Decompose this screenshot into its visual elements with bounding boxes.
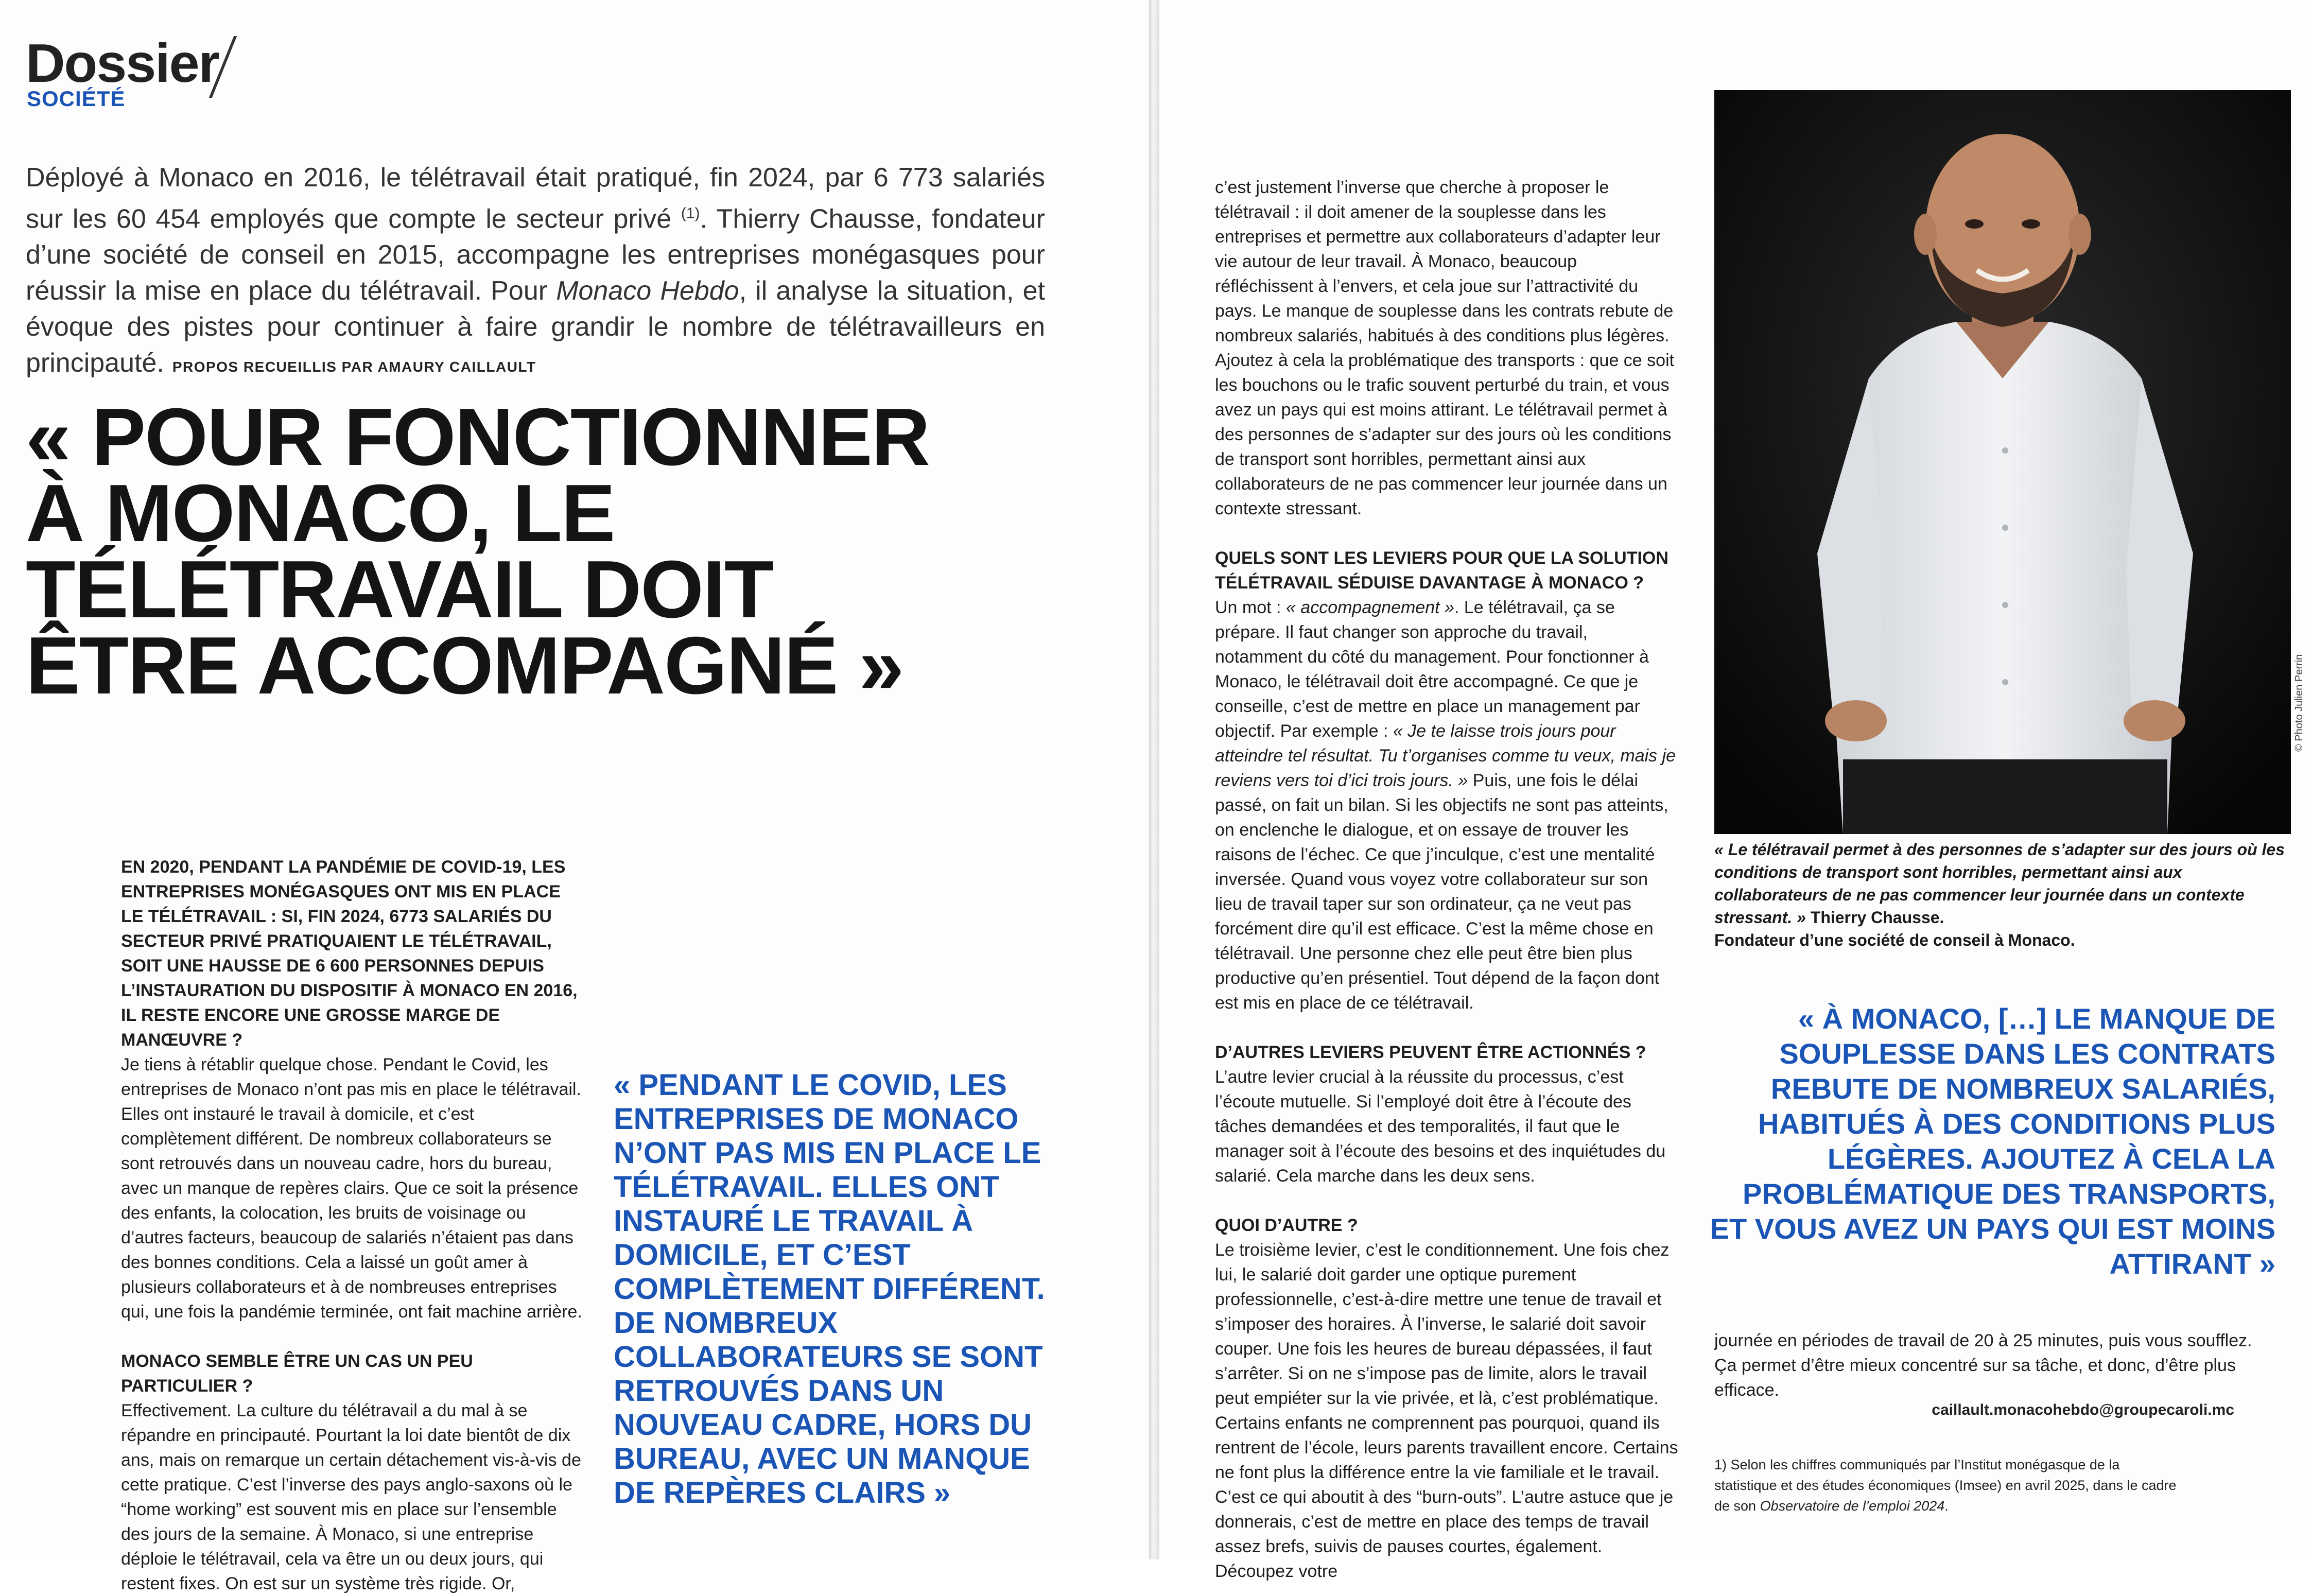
intro-text-2: . Thierry Chausse, fondateur d’une société de conseil en 2015, accompagne les entreprises monégasques pour réussir la mise en place du télétravail. Pour	[26, 204, 1045, 306]
answer-2: Effectivement. La culture du télétravail a du mal à se répandre en principauté. Pourtant la loi date bientôt de dix ans, mais on remarque un certain détachement vis-à-vis de cette pratique. C’est l’inverse des pays anglo-saxons où le “home working” est souvent mis en place sur l’ensemble des jours de la semaine. À Monaco, si une entreprise déploie le télétravail, cela va être un ou deux jours, qui restent fixes. On est sur un système très rigide. Or,	[121, 1401, 581, 1593]
headline-line-4: ÊTRE ACCOMPAGNÉ »	[26, 620, 903, 711]
question-3: QUELS SONT LES LEVIERS POUR QUE LA SOLUTION TÉLÉTRAVAIL SÉDUISE DAVANTAGE À MONACO ?	[1215, 548, 1668, 593]
publication-name: Monaco Hebdo	[556, 276, 739, 306]
answer-3-part-1: Un mot :	[1215, 598, 1286, 617]
column-1	[121, 855, 584, 1596]
caption-quote: « Le télétravail permet à des personnes de s’adapter sur des jours où les conditions de transport sont horribles, permettant ainsi aux collaborateurs de ne pas commencer leur journée dans un contexte stressant. »	[1714, 840, 2285, 927]
intro-text-1: Déployé à Monaco en 2016, le télétravail était pratiqué, fin 2024, par 6 773 salariés sur les 60 454 employés que compte le secteur privé	[26, 163, 1045, 234]
answer-3-part-3: Puis, une fois le délai passé, on fait un bilan. Si les objectifs ne sont pas atteints, on enclenche le dialogue, et on essaye de trouver les raisons de l’échec. Ce que j’inculque, c’est une mentalité inversée. Quand vous voyez votre collaborateur sur son lieu de travail taper sur son ordinateur, ça ne veut pas forcément dire qu’il est efficace. C’est la même chose en télétravail. Une personne chez elle peut être bien plus productive qu’en présentiel. Tout dépend de la façon dont est mis en place de ce télétravail.	[1215, 771, 1668, 1013]
footnote-emphasis: Observatoire de l’emploi 2024	[1760, 1498, 1945, 1514]
portrait-photo	[1714, 90, 2291, 834]
pull-quote-right: « À MONACO, […] LE MANQUE DE SOUPLESSE DANS LES CONTRATS REBUTE DE NOMBREUX SALARIÉS, HABITUÉS À DES CONDITIONS PLUS LÉGÈRES. AJOUTEZ À CELA LA PROBLÉMATIQUE DES TRANSPORTS, ET VOUS AVEZ UN PAYS QUI EST MOINS ATTIRANT »	[1710, 1002, 2275, 1280]
page-gutter	[1149, 0, 1159, 1559]
caption-role: Fondateur d’une société de conseil à Monaco.	[1714, 931, 2075, 949]
caption-name: Thierry Chausse.	[1805, 908, 1944, 927]
answer-3	[1215, 595, 1678, 1015]
answer-5-continued: journée en périodes de travail de 20 à 25 minutes, puis vous soufflez. Ça permet d’être mieux concentré sur sa tâche, et donc, d’être plus efficace.	[1714, 1331, 2252, 1400]
answer-2-continued: c’est justement l’inverse que cherche à proposer le télétravail : il doit amener de la souplesse dans les entreprises et permettre aux collaborateurs d’adapter leur vie autour de leur travail. À Monaco, beaucoup réfléchissent à l’envers, et cela joue sur l’attractivité du pays. Le manque de souplesse dans les contrats rebute de nombreux salariés, habitués à des conditions plus légères. Ajoutez à cela la problématique des transports : que ce soit les bouchons ou le trafic souvent perturbé du train, et vous avez un pays qui est moins attirant. Le télétravail permet à des personnes de s’adapter sur des jours où les conditions de transport sont horribles, permettant ainsi aux collaborateurs de ne pas commencer leur journée dans un contexte stressant.	[1215, 178, 1675, 518]
author-email: caillault.monacohebdo@groupecaroli.mc	[1932, 1401, 2234, 1418]
headline-line-2: À MONACO, LE	[26, 468, 615, 559]
answer-1: Je tiens à rétablir quelque chose. Pendant le Covid, les entreprises de Monaco n’ont pas mis en place le télétravail. Elles ont instauré le travail à domicile, et c’est complètement différent. De nombreux collaborateurs se sont retrouvés dans un nouveau cadre, hors du bureau, avec un manque de repères clairs. Que ce soit la présence des enfants, la colocation, les bruits de voisinage ou d’autres facteurs, beaucoup de salariés n’étaient pas dans des bonnes conditions. Cela a laissé un goût amer à plusieurs collaborateurs et à de nombreuses entreprises qui, une fois la pandémie terminée, ont fait machine arrière.	[121, 1055, 582, 1322]
intro-text-3: , il analyse la situation, et évoque des pistes pour continuer à faire grandir le nombre de télétravailleurs en principauté.	[26, 276, 1045, 378]
intro-paragraph	[26, 160, 1045, 385]
column-3	[1215, 175, 1678, 1584]
author-credit: PROPOS RECUEILLIS PAR AMAURY CAILLAULT	[172, 359, 536, 375]
section-title: Dossier	[26, 33, 219, 94]
photo-credit: © Photo Julien Perrin	[2293, 654, 2305, 752]
question-2: MONACO SEMBLE ÊTRE UN CAS UN PEU PARTICULIER ?	[121, 1351, 473, 1396]
photo-caption	[1714, 838, 2291, 951]
question-1: EN 2020, PENDANT LA PANDÉMIE DE COVID-19, LES ENTREPRISES MONÉGASQUES ONT MIS EN PLACE LE TÉLÉTRAVAIL : SI, FIN 2024, 6773 SALARIÉS DU SECTEUR PRIVÉ PRATIQUAIENT LE TÉLÉTRAVAIL, SOIT UNE HAUSSE DE 6 600 PERSONNES DEPUIS L’INSTAURATION DU DISPOSITIF À MONACO EN 2016, IL RESTE ENCORE UNE GROSSE MARGE DE MANŒUVRE ?	[121, 857, 578, 1050]
section-rubric: SOCIÉTÉ	[27, 86, 126, 111]
headline-line-1: « POUR FONCTIONNER	[26, 392, 929, 482]
answer-4: L’autre levier crucial à la réussite du processus, c’est l’écoute mutuelle. Si l’employé doit être à l’écoute des tâches demandées et des temporalités, il faut que le manager soit à l’écoute des besoins et des inquiétudes du salarié. Cela marche dans les deux sens.	[1215, 1067, 1666, 1186]
portrait-illustration	[1714, 90, 2291, 834]
headline-line-3: TÉLÉTRAVAIL DOIT	[26, 544, 773, 635]
headline	[26, 392, 1133, 711]
answer-3-part-2: . Le télétravail, ça se prépare. Il faut changer son approche du travail, notamment du côté du management. Pour fonctionner à Monaco, le télétravail doit être accompagné. Ce que je conseille, c’est de mettre en place un management par objectif. Par exemple :	[1215, 598, 1649, 741]
footnote-text-2: .	[1944, 1498, 1949, 1514]
answer-3-emphasis-1: « accompagnement »	[1285, 598, 1454, 617]
question-5: QUOI D’AUTRE ?	[1215, 1216, 1358, 1235]
footnote-text-1: 1) Selon les chiffres communiqués par l’Institut monégasque de la statistique et des études économiques (Imsee) en avril 2025, dans le cadre de son	[1714, 1457, 2177, 1514]
footnote-ref: (1)	[681, 205, 700, 222]
footnote	[1714, 1454, 2178, 1516]
answer-5: Le troisième levier, c’est le conditionnement. Une fois chez lui, le salarié doit garder une optique purement professionnelle, c’est-à-dire mettre une tenue de travail et s’imposer des horaires. À l’inverse, le salarié doit savoir couper. Une fois les heures de bureau dépassées, il faut s’arrêter. Si on ne s’impose pas de limite, alors le travail peut empiéter sur la vie privée, et là, c’est problématique. Certains enfants ne comprennent pas pourquoi, quand ils rentrent de l’école, leurs parents travaillent encore. Certains ne font plus la différence entre la vie familiale et le travail. C’est ce qui aboutit à des “burn-outs”. L’autre astuce que je donnerais, c’est de mettre en place des temps de travail assez brefs, suivis de pauses courtes, également. Découpez votre	[1215, 1240, 1678, 1581]
question-4: D’AUTRES LEVIERS PEUVENT ÊTRE ACTIONNÉS ?	[1215, 1043, 1646, 1062]
column-4	[1714, 1328, 2255, 1402]
pull-quote-left: « PENDANT LE COVID, LES ENTREPRISES DE MONACO N’ONT PAS MIS EN PLACE LE TÉLÉTRAVAIL. ELLES ONT INSTAURÉ LE TRAVAIL À DOMICILE, ET C’EST COMPLÈTEMENT DIFFÉRENT. DE NOMBREUX COLLABORATEURS SE SONT RETROUVÉS DANS UN NOUVEAU CADRE, HORS DU BUREAU, AVEC UN MANQUE DE REPÈRES CLAIRS »	[614, 1068, 1045, 1510]
answer-3-emphasis-2: « Je te laisse trois jours pour atteindre tel résultat. Tu t’organises comme tu veux, mais je reviens vers toi d’ici trois jours. »	[1215, 721, 1676, 790]
